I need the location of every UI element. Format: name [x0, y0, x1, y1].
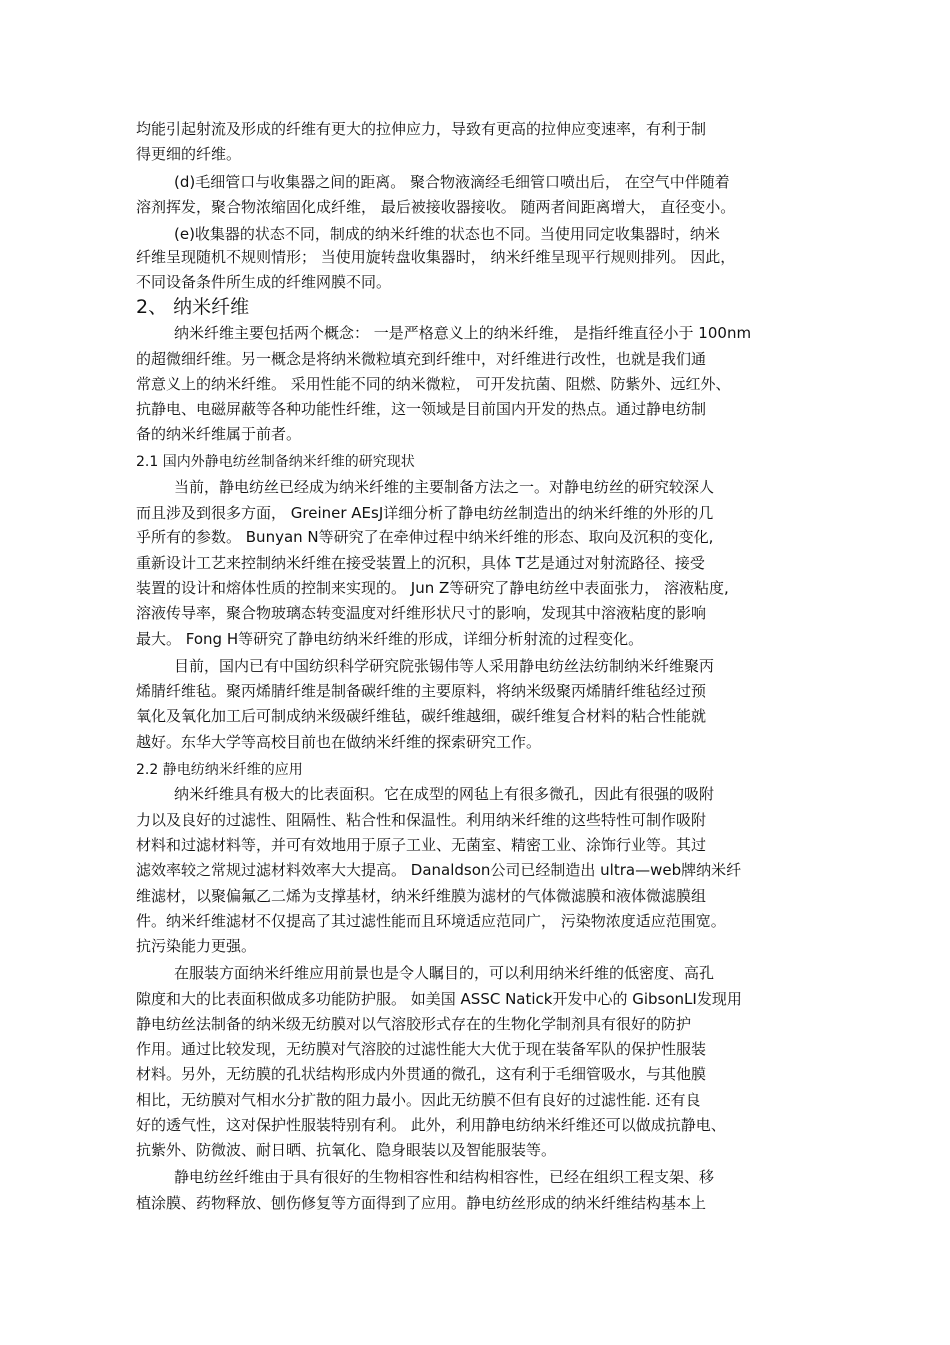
text-line: 材料。另外，无纺膜的孔状结构形成内外贯通的微孔，这有利于毛细管吸水，与其他膜 — [136, 1065, 707, 1083]
text-line: 而且涉及到很多方面， Greiner AEsJ详细分析了静电纺丝制造出的纳米纤维的外形的几 — [136, 504, 714, 522]
text-line: 材料和过滤材料等，并可有效地用于原子工业、无菌室、精密工业、涂饰行业等。其过 — [136, 836, 707, 854]
text-line: 重新设计工艺来控制纳米纤维在接受装置上的沉积，具体 T艺是通过对射流路径、接受 — [136, 554, 705, 572]
text-line: 抗污染能力更强。 — [136, 937, 257, 955]
text-line: 静电纺丝法制备的纳米级无纺膜对以气溶胶形式存在的生物化学制剂具有很好的防护 — [136, 1015, 692, 1033]
text-line: 常意义上的纳米纤维。 采用性能不同的纳米微粒， 可开发抗菌、阻燃、防紫外、远红外、 — [136, 375, 731, 393]
text-line: 维滤材，以聚偏氟乙二烯为支撑基材，纳米纤维膜为滤材的气体微滤膜和液体微滤膜组 — [136, 887, 707, 905]
text-line: 在服装方面纳米纤维应用前景也是令人瞩目的，可以利用纳米纤维的低密度、高孔 — [174, 964, 715, 982]
text-line: 溶液传导率，聚合物玻璃态转变温度对纤维形状尺寸的影响，发现其中溶液粘度的影响 — [136, 604, 707, 622]
text-line: 抗紫外、防微波、耐日晒、抗氧化、隐身眼装以及智能服装等。 — [136, 1141, 557, 1159]
subsection-heading: 2.1 国内外静电纺丝制备纳米纤维的研究现状 — [136, 454, 415, 470]
text-line: 得更细的纤维。 — [136, 145, 242, 163]
text-line: 均能引起射流及形成的纤维有更大的拉伸应力，导致有更高的拉伸应变速率，有利于制 — [136, 120, 707, 138]
text-line: 烯腈纤维毡。聚丙烯腈纤维是制备碳纤维的主要原料，将纳米级聚丙烯腈纤维毡经过预 — [136, 682, 707, 700]
text-line: 相比，无纺膜对气相水分扩散的阻力最小。因此无纺膜不但有良好的过滤性能. 还有良 — [136, 1091, 701, 1109]
text-line: 越好。东华大学等高校目前也在做纳米纤维的探索研究工作。 — [136, 733, 542, 751]
text-line: 装置的设计和熔体性质的控制来实现的。 Jun Z等研究了静电纺丝中表面张力， 溶液粘度, — [136, 579, 729, 597]
text-line: 抗静电、电磁屏蔽等各种功能性纤维，这一领域是目前国内开发的热点。通过静电纺制 — [136, 400, 707, 418]
text-line: 作用。通过比较发现，无纺膜对气溶胶的过滤性能大大优于现在装备军队的保护性服装 — [136, 1040, 707, 1058]
text-line: 件。纳米纤维滤材不仅提高了其过滤性能而且环境适应范同广， 污染物浓度适应范围宽。 — [136, 912, 726, 930]
text-line: 备的纳米纤维属于前者。 — [136, 425, 302, 443]
text-line: 隙度和大的比表面积做成多功能防护服。 如美国 ASSC Natick开发中心的 GibsonLI发现用 — [136, 990, 742, 1008]
text-line: 溶剂挥发，聚合物浓缩固化成纤维， 最后被接收器接收。 随两者间距离增大， 直径变小。 — [136, 198, 736, 216]
text-line: 不同设备条件所生成的纤维网膜不同。 — [136, 273, 392, 291]
text-line: 目前，国内已有中国纺织科学研究院张锡伟等人采用静电纺丝法纺制纳米纤维聚丙 — [174, 657, 715, 675]
text-line: 氧化及氧化加工后可制成纳米级碳纤维毡，碳纤维越细，碳纤维复合材料的粘合性能就 — [136, 707, 707, 725]
text-line: (e)收集器的状态不同，制成的纳米纤维的状态也不同。当使用同定收集器时，纳米 — [174, 225, 720, 243]
text-line: 乎所有的参数。 Bunyan N等研究了在牵伸过程中纳米纤维的形态、取向及沉积的变化, — [136, 528, 714, 546]
text-line: 静电纺丝纤维由于具有很好的生物相容性和结构相容性，已经在组织工程支架、移 — [174, 1168, 715, 1186]
text-line: 的超微细纤维。另一概念是将纳米微粒填充到纤维中，对纤维进行改性，也就是我们通 — [136, 350, 707, 368]
text-line: 纤维呈现随机不规则情形； 当使用旋转盘收集器时， 纳米纤维呈现平行规则排列。 因此， — [136, 248, 736, 266]
text-line: 纳米纤维主要包括两个概念： 一是严格意义上的纳米纤维， 是指纤维直径小于 100nm — [174, 324, 752, 342]
section-heading: 2、 纳米纤维 — [136, 296, 250, 318]
text-line: (d)毛细管口与收集器之间的距离。 聚合物液滴经毛细管口喷出后， 在空气中伴随着 — [174, 173, 730, 191]
text-line: 滤效率较之常规过滤材料效率大大提高。 Danaldson公司已经制造出 ultra—web牌纳米纤 — [136, 861, 742, 879]
text-line: 力以及良好的过滤性、阻隔性、粘合性和保温性。利用纳米纤维的这些特性可制作吸附 — [136, 811, 707, 829]
text-line: 纳米纤维具有极大的比表面积。它在成型的网毡上有很多微孔，因此有很强的吸附 — [174, 785, 715, 803]
text-line: 植涂膜、药物释放、刨伤修复等方面得到了应用。静电纺丝形成的纳米纤维结构基本上 — [136, 1194, 707, 1212]
subsection-heading: 2.2 静电纺纳米纤维的应用 — [136, 762, 303, 778]
text-line: 最大。 Fong H等研究了静电纺纳米纤维的形成，详细分析射流的过程变化。 — [136, 630, 644, 648]
text-line: 好的透气性，这对保护性服装特别有利。 此外，利用静电纺纳米纤维还可以做成抗静电、 — [136, 1116, 726, 1134]
text-line: 当前，静电纺丝已经成为纳米纤维的主要制备方法之一。对静电纺丝的研究较深人 — [174, 478, 715, 496]
